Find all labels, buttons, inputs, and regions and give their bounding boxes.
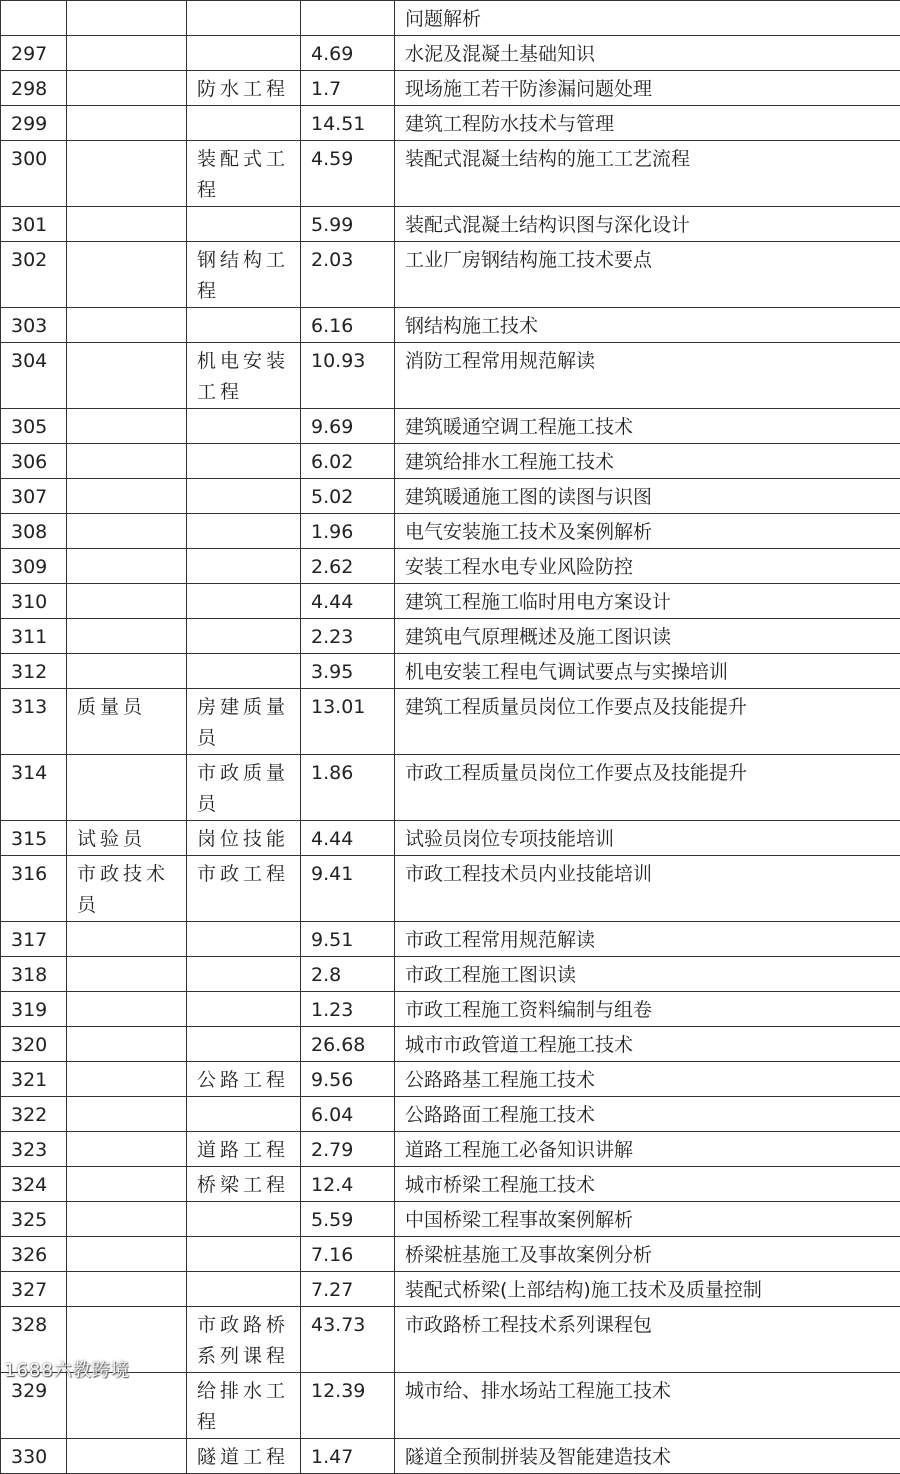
table-row xyxy=(1,619,900,654)
table-row xyxy=(1,549,900,584)
row-number-cell: 326 xyxy=(1,1237,67,1272)
size-cell: 1.7 xyxy=(301,71,395,106)
row-number-cell: 319 xyxy=(1,992,67,1027)
course-title-cell: 机电安装工程电气调试要点与实操培训 xyxy=(395,654,900,689)
size-cell: 6.02 xyxy=(301,444,395,479)
table-row xyxy=(1,922,900,957)
row-number-cell: 312 xyxy=(1,654,67,689)
table-row xyxy=(1,308,900,343)
subcategory-cell: 钢结构工程 xyxy=(187,242,301,308)
table-row xyxy=(1,207,900,242)
course-title-cell: 建筑电气原理概述及施工图识读 xyxy=(395,619,900,654)
course-title-cell: 市政路桥工程技术系列课程包 xyxy=(395,1307,900,1373)
course-title-cell: 公路路面工程施工技术 xyxy=(395,1097,900,1132)
course-title-cell: 隧道全预制拼装及智能建造技术 xyxy=(395,1439,900,1474)
row-number-cell: 298 xyxy=(1,71,67,106)
category-cell xyxy=(67,922,187,957)
subcategory-cell: 桥梁工程 xyxy=(187,1167,301,1202)
table-row xyxy=(1,1307,900,1373)
subcategory-cell xyxy=(187,409,301,444)
size-cell: 14.51 xyxy=(301,106,395,141)
row-number-cell: 311 xyxy=(1,619,67,654)
subcategory-cell xyxy=(187,957,301,992)
table-row xyxy=(1,479,900,514)
table-row xyxy=(1,1062,900,1097)
course-title-cell: 城市桥梁工程施工技术 xyxy=(395,1167,900,1202)
table-row xyxy=(1,1167,900,1202)
size-cell: 10.93 xyxy=(301,343,395,409)
category-cell: 试验员 xyxy=(67,821,187,856)
subcategory-cell xyxy=(187,479,301,514)
size-cell: 4.69 xyxy=(301,36,395,71)
row-number-cell: 313 xyxy=(1,689,67,755)
table-row xyxy=(1,689,900,755)
category-cell xyxy=(67,1062,187,1097)
table-row xyxy=(1,1272,900,1307)
category-cell: 质量员 xyxy=(67,689,187,755)
subcategory-cell: 防水工程 xyxy=(187,71,301,106)
category-cell xyxy=(67,755,187,821)
course-title-cell: 试验员岗位专项技能培训 xyxy=(395,821,900,856)
category-cell xyxy=(67,1373,187,1439)
subcategory-cell xyxy=(187,1097,301,1132)
category-cell xyxy=(67,106,187,141)
table-row xyxy=(1,242,900,308)
course-title-cell: 公路路基工程施工技术 xyxy=(395,1062,900,1097)
category-cell xyxy=(67,1167,187,1202)
row-number-cell: 324 xyxy=(1,1167,67,1202)
course-title-cell: 水泥及混凝土基础知识 xyxy=(395,36,900,71)
course-title-cell: 市政工程施工图识读 xyxy=(395,957,900,992)
row-number-cell: 297 xyxy=(1,36,67,71)
subcategory-cell xyxy=(187,106,301,141)
subcategory-cell xyxy=(187,1272,301,1307)
subcategory-cell xyxy=(187,444,301,479)
course-title-cell: 建筑工程施工临时用电方案设计 xyxy=(395,584,900,619)
row-number-cell: 322 xyxy=(1,1097,67,1132)
subcategory-cell: 公路工程 xyxy=(187,1062,301,1097)
table-row xyxy=(1,409,900,444)
size-cell: 2.23 xyxy=(301,619,395,654)
table-row xyxy=(1,141,900,207)
size-cell: 1.47 xyxy=(301,1439,395,1474)
category-cell xyxy=(67,1439,187,1474)
row-number-cell: 314 xyxy=(1,755,67,821)
subcategory-cell xyxy=(187,1027,301,1062)
size-cell: 9.51 xyxy=(301,922,395,957)
category-cell xyxy=(67,207,187,242)
category-cell xyxy=(67,654,187,689)
table-row xyxy=(1,1132,900,1167)
table-row xyxy=(1,71,900,106)
subcategory-cell: 装配式工程 xyxy=(187,141,301,207)
category-cell xyxy=(67,549,187,584)
category-cell xyxy=(67,619,187,654)
table-row xyxy=(1,1439,900,1474)
size-cell: 1.86 xyxy=(301,755,395,821)
course-title-cell: 中国桥梁工程事故案例解析 xyxy=(395,1202,900,1237)
size-cell: 2.79 xyxy=(301,1132,395,1167)
size-cell: 9.69 xyxy=(301,409,395,444)
row-number-cell: 315 xyxy=(1,821,67,856)
table-row xyxy=(1,856,900,922)
table-row xyxy=(1,654,900,689)
size-cell: 2.8 xyxy=(301,957,395,992)
table-row xyxy=(1,1,900,36)
row-number-cell xyxy=(1,1,67,36)
size-cell: 7.16 xyxy=(301,1237,395,1272)
row-number-cell: 330 xyxy=(1,1439,67,1474)
category-cell: 市政技术员 xyxy=(67,856,187,922)
course-title-cell: 安装工程水电专业风险防控 xyxy=(395,549,900,584)
subcategory-cell xyxy=(187,1,301,36)
category-cell xyxy=(67,992,187,1027)
course-title-cell: 市政工程技术员内业技能培训 xyxy=(395,856,900,922)
row-number-cell: 318 xyxy=(1,957,67,992)
category-cell xyxy=(67,1202,187,1237)
watermark-text: 1688六教跨境 xyxy=(4,1356,130,1382)
category-cell xyxy=(67,1097,187,1132)
table-row xyxy=(1,343,900,409)
row-number-cell: 300 xyxy=(1,141,67,207)
table-row xyxy=(1,106,900,141)
table-row xyxy=(1,1097,900,1132)
subcategory-cell: 给排水工程 xyxy=(187,1373,301,1439)
size-cell: 3.95 xyxy=(301,654,395,689)
category-cell xyxy=(67,308,187,343)
row-number-cell: 306 xyxy=(1,444,67,479)
category-cell xyxy=(67,444,187,479)
course-title-cell: 城市给、排水场站工程施工技术 xyxy=(395,1373,900,1439)
table-row xyxy=(1,821,900,856)
size-cell: 13.01 xyxy=(301,689,395,755)
category-cell xyxy=(67,1132,187,1167)
row-number-cell: 308 xyxy=(1,514,67,549)
category-cell xyxy=(67,141,187,207)
category-cell xyxy=(67,514,187,549)
subcategory-cell xyxy=(187,36,301,71)
course-title-cell: 工业厂房钢结构施工技术要点 xyxy=(395,242,900,308)
subcategory-cell xyxy=(187,922,301,957)
subcategory-cell: 岗位技能 xyxy=(187,821,301,856)
row-number-cell: 305 xyxy=(1,409,67,444)
category-cell xyxy=(67,479,187,514)
course-title-cell: 建筑给排水工程施工技术 xyxy=(395,444,900,479)
table-row xyxy=(1,36,900,71)
category-cell xyxy=(67,343,187,409)
size-cell: 7.27 xyxy=(301,1272,395,1307)
table-row xyxy=(1,1027,900,1062)
size-cell: 12.4 xyxy=(301,1167,395,1202)
row-number-cell: 328 xyxy=(1,1307,67,1373)
course-title-cell: 装配式桥梁(上部结构)施工技术及质量控制 xyxy=(395,1272,900,1307)
subcategory-cell: 道路工程 xyxy=(187,1132,301,1167)
course-title-cell: 市政工程常用规范解读 xyxy=(395,922,900,957)
row-number-cell: 302 xyxy=(1,242,67,308)
subcategory-cell: 市政路桥系列课程 xyxy=(187,1307,301,1373)
category-cell xyxy=(67,957,187,992)
row-number-cell: 317 xyxy=(1,922,67,957)
category-cell xyxy=(67,1,187,36)
row-number-cell: 325 xyxy=(1,1202,67,1237)
size-cell: 12.39 xyxy=(301,1373,395,1439)
size-cell: 43.73 xyxy=(301,1307,395,1373)
course-title-cell: 桥梁桩基施工及事故案例分析 xyxy=(395,1237,900,1272)
size-cell: 2.62 xyxy=(301,549,395,584)
row-number-cell: 320 xyxy=(1,1027,67,1062)
table-row xyxy=(1,444,900,479)
row-number-cell: 301 xyxy=(1,207,67,242)
category-cell xyxy=(67,584,187,619)
row-number-cell: 299 xyxy=(1,106,67,141)
size-cell: 4.44 xyxy=(301,584,395,619)
subcategory-cell xyxy=(187,1237,301,1272)
course-title-cell: 城市市政管道工程施工技术 xyxy=(395,1027,900,1062)
size-cell: 9.41 xyxy=(301,856,395,922)
subcategory-cell xyxy=(187,308,301,343)
table-row xyxy=(1,1202,900,1237)
size-cell: 4.59 xyxy=(301,141,395,207)
table-row xyxy=(1,514,900,549)
subcategory-cell xyxy=(187,207,301,242)
row-number-cell: 323 xyxy=(1,1132,67,1167)
row-number-cell: 303 xyxy=(1,308,67,343)
row-number-cell: 309 xyxy=(1,549,67,584)
row-number-cell: 327 xyxy=(1,1272,67,1307)
category-cell xyxy=(67,36,187,71)
course-title-cell: 道路工程施工必备知识讲解 xyxy=(395,1132,900,1167)
size-cell: 5.02 xyxy=(301,479,395,514)
size-cell: 5.59 xyxy=(301,1202,395,1237)
course-title-cell: 建筑工程质量员岗位工作要点及技能提升 xyxy=(395,689,900,755)
category-cell xyxy=(67,1237,187,1272)
subcategory-cell xyxy=(187,514,301,549)
size-cell xyxy=(301,1,395,36)
subcategory-cell xyxy=(187,584,301,619)
course-title-cell: 消防工程常用规范解读 xyxy=(395,343,900,409)
subcategory-cell: 市政质量员 xyxy=(187,755,301,821)
row-number-cell: 321 xyxy=(1,1062,67,1097)
size-cell: 2.03 xyxy=(301,242,395,308)
table-row xyxy=(1,755,900,821)
course-title-cell: 市政工程施工资料编制与组卷 xyxy=(395,992,900,1027)
table-row xyxy=(1,1373,900,1439)
row-number-cell: 316 xyxy=(1,856,67,922)
course-title-cell: 装配式混凝土结构的施工工艺流程 xyxy=(395,141,900,207)
size-cell: 26.68 xyxy=(301,1027,395,1062)
course-title-cell: 电气安装施工技术及案例解析 xyxy=(395,514,900,549)
table-row xyxy=(1,992,900,1027)
table-row xyxy=(1,1237,900,1272)
category-cell xyxy=(67,71,187,106)
subcategory-cell xyxy=(187,654,301,689)
course-title-cell: 建筑暖通施工图的读图与识图 xyxy=(395,479,900,514)
category-cell xyxy=(67,1027,187,1062)
course-title-cell: 市政工程质量员岗位工作要点及技能提升 xyxy=(395,755,900,821)
course-title-cell: 钢结构施工技术 xyxy=(395,308,900,343)
subcategory-cell: 机电安装工程 xyxy=(187,343,301,409)
table-row xyxy=(1,584,900,619)
course-title-cell: 现场施工若干防渗漏问题处理 xyxy=(395,71,900,106)
size-cell: 1.23 xyxy=(301,992,395,1027)
size-cell: 5.99 xyxy=(301,207,395,242)
size-cell: 6.16 xyxy=(301,308,395,343)
subcategory-cell xyxy=(187,619,301,654)
category-cell xyxy=(67,1272,187,1307)
size-cell: 1.96 xyxy=(301,514,395,549)
row-number-cell: 310 xyxy=(1,584,67,619)
course-title-cell: 装配式混凝土结构识图与深化设计 xyxy=(395,207,900,242)
subcategory-cell xyxy=(187,549,301,584)
size-cell: 4.44 xyxy=(301,821,395,856)
size-cell: 9.56 xyxy=(301,1062,395,1097)
row-number-cell: 304 xyxy=(1,343,67,409)
row-number-cell: 307 xyxy=(1,479,67,514)
subcategory-cell: 隧道工程 xyxy=(187,1439,301,1474)
category-cell xyxy=(67,409,187,444)
course-title-cell: 建筑暖通空调工程施工技术 xyxy=(395,409,900,444)
row-number-cell: 329 xyxy=(1,1373,67,1439)
category-cell xyxy=(67,242,187,308)
subcategory-cell xyxy=(187,1202,301,1237)
subcategory-cell: 房建质量员 xyxy=(187,689,301,755)
size-cell: 6.04 xyxy=(301,1097,395,1132)
course-title-cell: 建筑工程防水技术与管理 xyxy=(395,106,900,141)
course-title-cell: 问题解析 xyxy=(395,1,900,36)
table-row xyxy=(1,957,900,992)
subcategory-cell xyxy=(187,992,301,1027)
subcategory-cell: 市政工程 xyxy=(187,856,301,922)
